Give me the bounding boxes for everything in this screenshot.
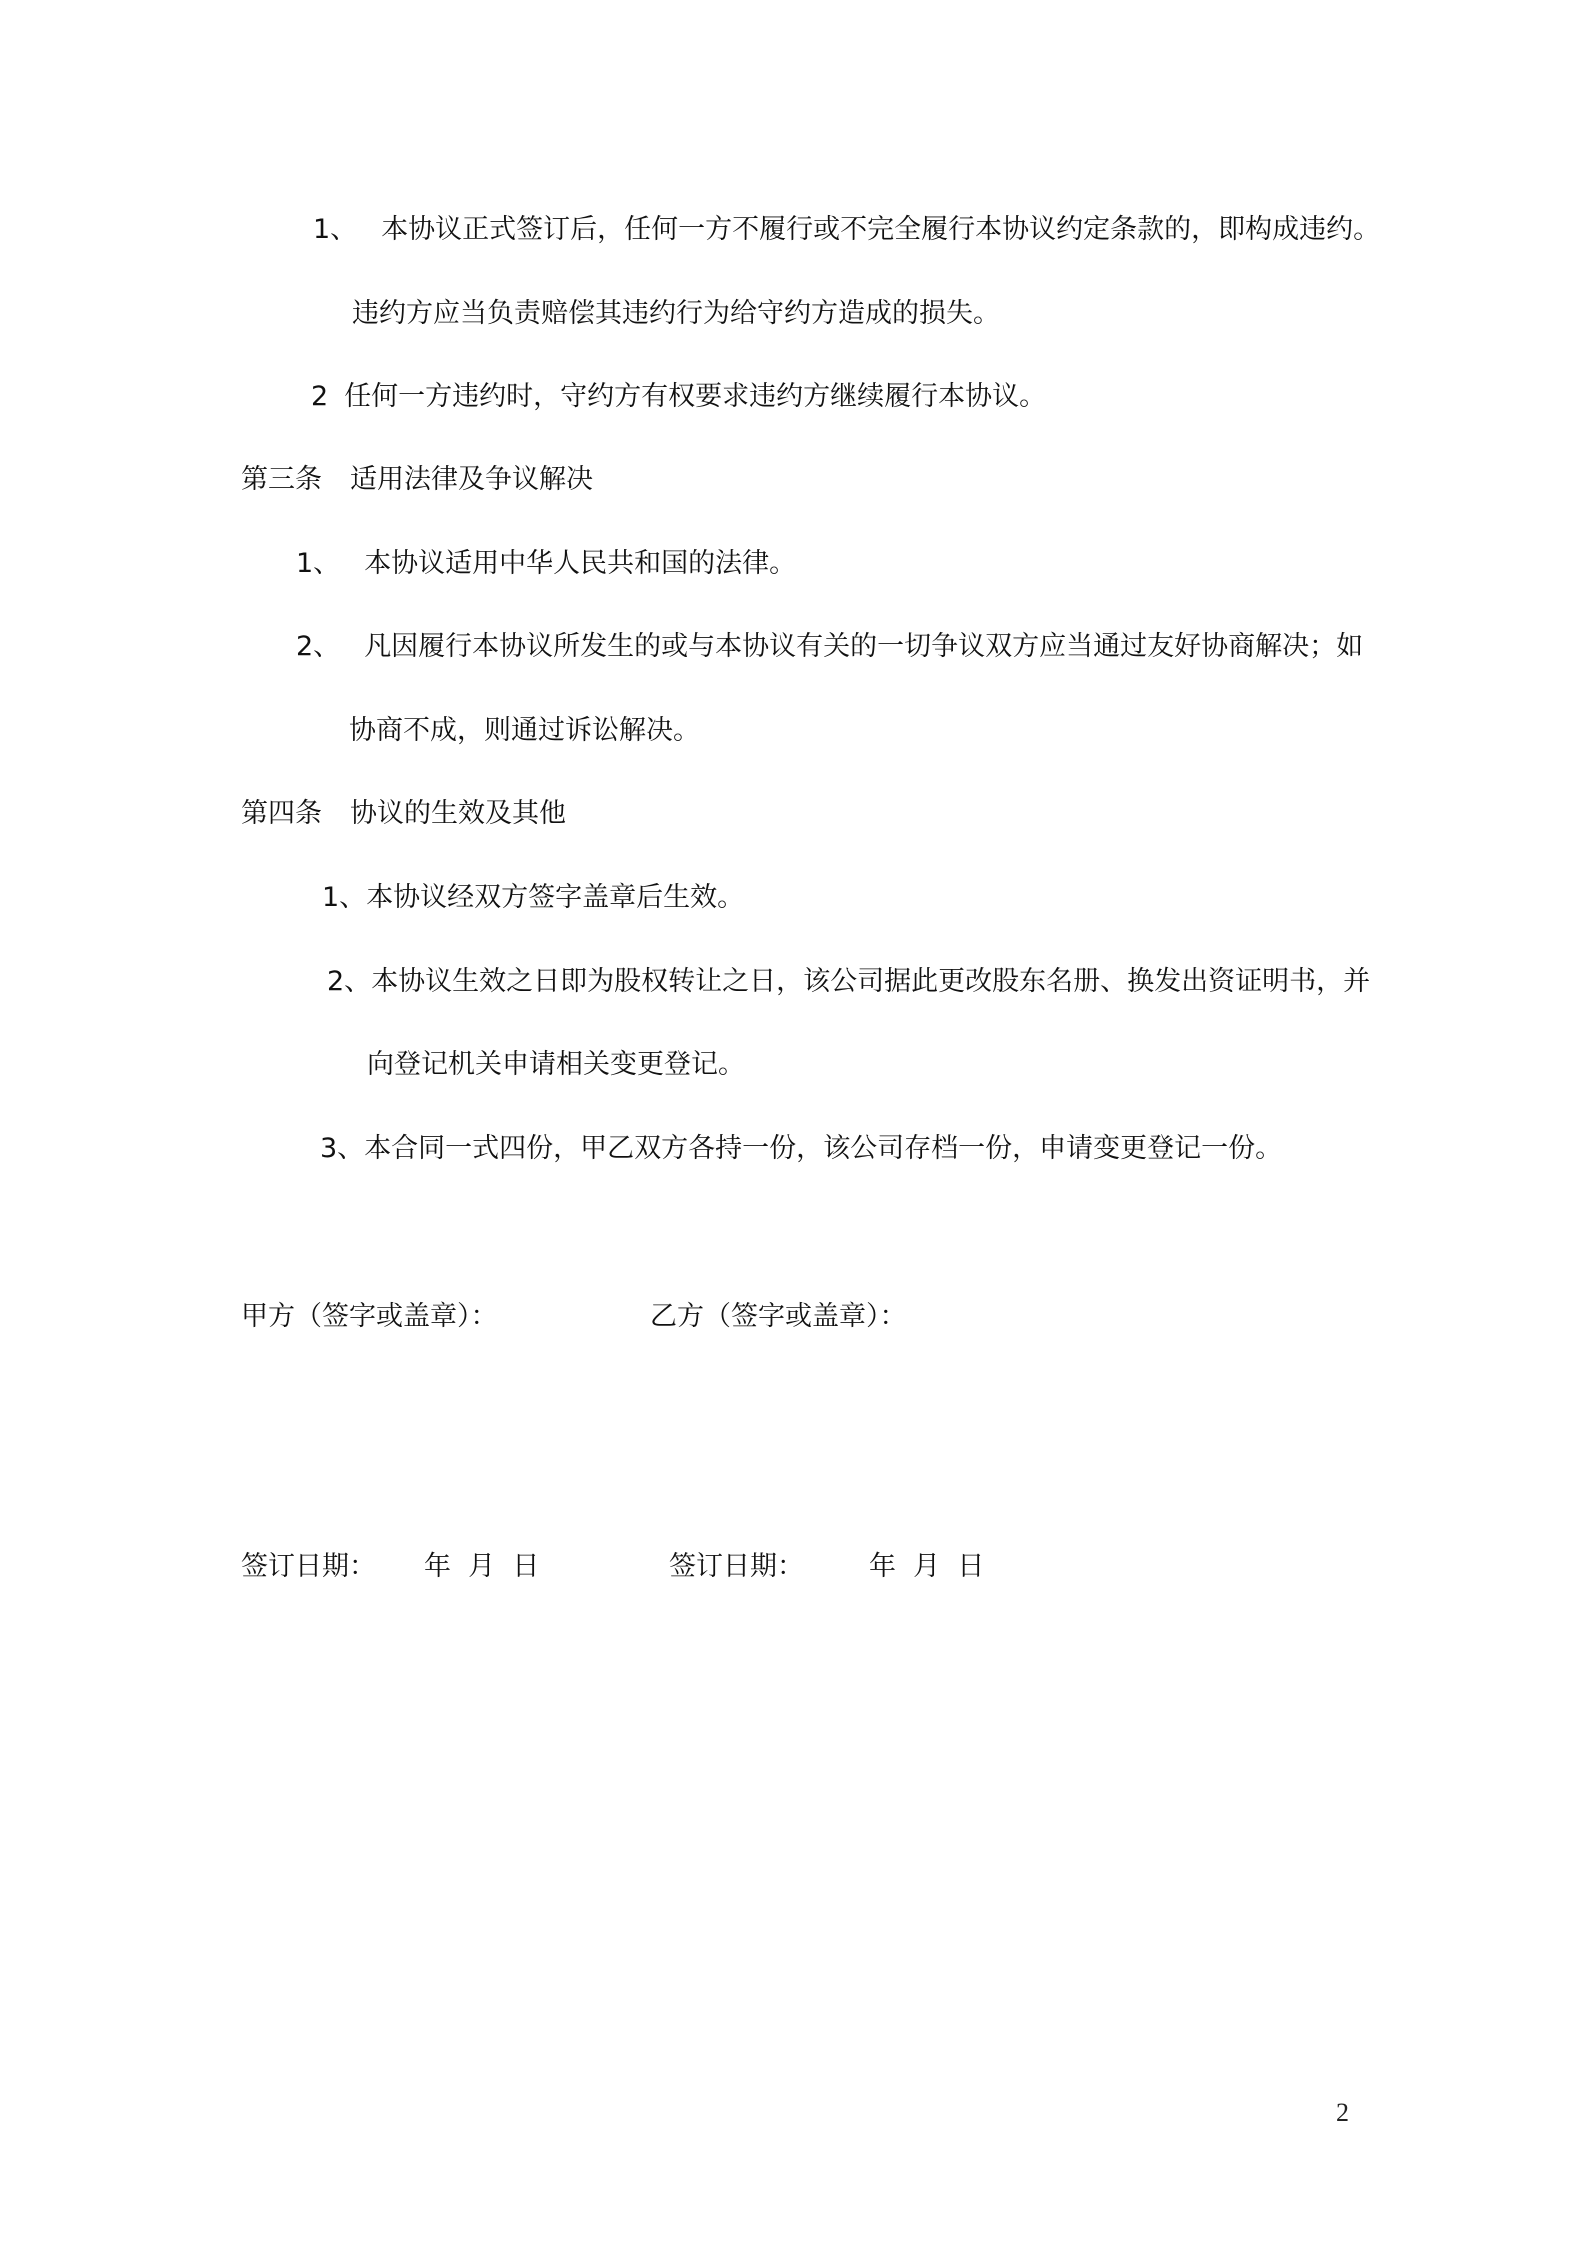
party-a-date bbox=[241, 1550, 539, 1584]
item-text: 本协议生效之日即为股权转让之日，该公司据此更改股东名册、换发出资证明书，并 bbox=[371, 966, 1371, 997]
article2-item-1-continuation: 违约方应当负责赔偿其违约行为给守约方造成的损失。 bbox=[352, 298, 1000, 329]
item-number: 2 bbox=[311, 381, 329, 412]
date-fields: 年 月 日 bbox=[869, 1551, 985, 1582]
item-number: 1、 bbox=[322, 882, 367, 913]
article3-item-1 bbox=[296, 547, 796, 581]
party-b-date bbox=[669, 1550, 984, 1584]
article4-item-2-continuation: 向登记机关申请相关变更登记。 bbox=[367, 1049, 745, 1080]
item-number: 2、 bbox=[327, 966, 372, 997]
heading-text: 适用法律及争议解决 bbox=[350, 464, 593, 495]
article4-item-1 bbox=[322, 881, 744, 915]
article2-item-2 bbox=[311, 380, 1046, 414]
date-label: 签订日期： bbox=[669, 1551, 804, 1582]
party-a-signature-label: 甲方（签字或盖章）： bbox=[241, 1301, 498, 1332]
heading-text: 协议的生效及其他 bbox=[350, 798, 566, 829]
date-fields: 年 月 日 bbox=[424, 1551, 540, 1582]
date-label: 签订日期： bbox=[241, 1551, 376, 1582]
article3-item-2 bbox=[296, 630, 1363, 664]
article2-item-1 bbox=[313, 213, 1380, 247]
article3-heading bbox=[241, 463, 593, 497]
heading-number: 第四条 bbox=[241, 798, 322, 829]
item-number: 3、 bbox=[320, 1133, 365, 1164]
article4-item-2 bbox=[327, 965, 1370, 999]
item-text: 本协议适用中华人民共和国的法律。 bbox=[364, 548, 797, 579]
party-b-signature-label: 乙方（签字或盖章）： bbox=[650, 1301, 907, 1332]
item-text: 任何一方违约时，守约方有权要求违约方继续履行本协议。 bbox=[344, 381, 1047, 412]
item-number: 2、 bbox=[296, 631, 341, 662]
item-text: 凡因履行本协议所发生的或与本协议有关的一切争议双方应当通过友好协商解决；如 bbox=[364, 631, 1364, 662]
item-number: 1、 bbox=[313, 214, 358, 245]
page-number: 2 bbox=[1336, 2098, 1349, 2127]
item-number: 1、 bbox=[296, 548, 341, 579]
item-text: 本协议经双方签字盖章后生效。 bbox=[366, 882, 745, 913]
item-text: 本协议正式签订后，任何一方不履行或不完全履行本协议约定条款的，即构成违约。 bbox=[381, 214, 1381, 245]
item-text: 本合同一式四份，甲乙双方各持一份，该公司存档一份，申请变更登记一份。 bbox=[364, 1133, 1283, 1164]
heading-number: 第三条 bbox=[241, 464, 322, 495]
article3-item-2-continuation: 协商不成，则通过诉讼解决。 bbox=[349, 715, 700, 746]
article4-item-3 bbox=[320, 1132, 1282, 1166]
article4-heading bbox=[241, 797, 566, 831]
